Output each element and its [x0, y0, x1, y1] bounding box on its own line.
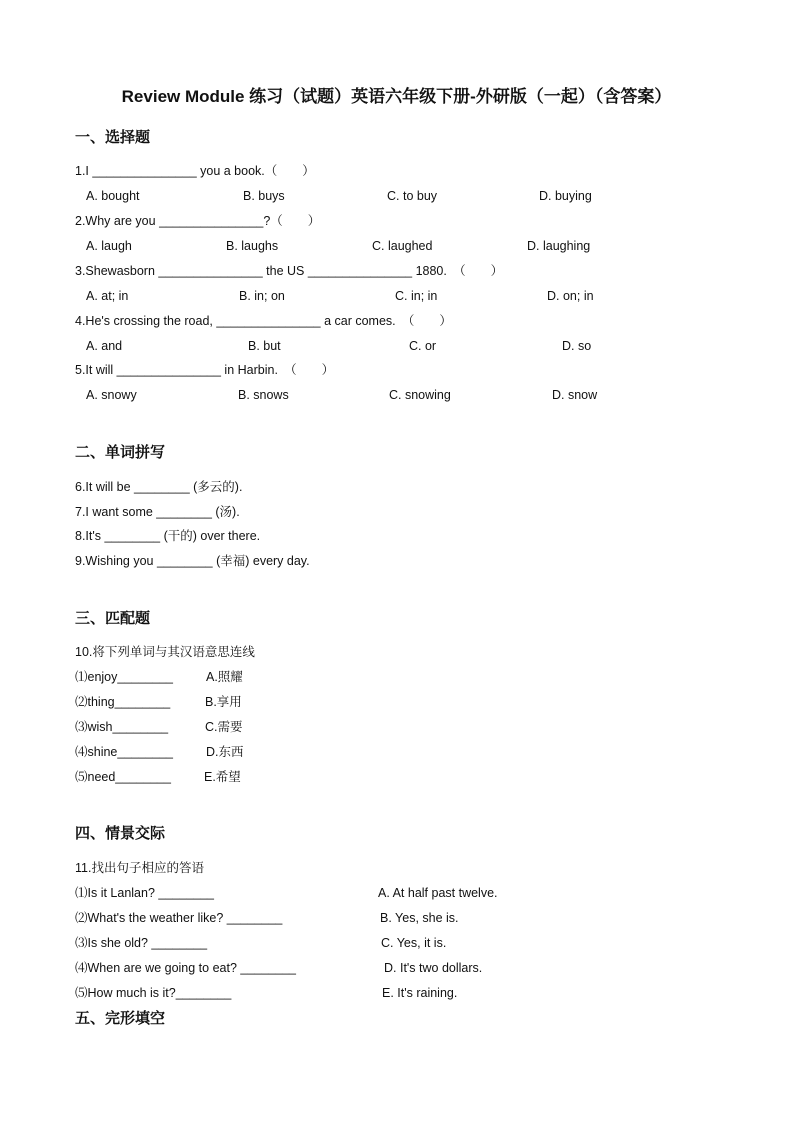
dialogue-answer: C. Yes, it is. — [381, 936, 447, 950]
answer-option: A. bought — [86, 189, 140, 203]
answer-option: D. so — [562, 339, 592, 353]
section-heading-cloze: 五、完形填空 — [75, 1010, 166, 1027]
answer-option: D. laughing — [527, 239, 591, 253]
answer-option: B. laughs — [226, 239, 279, 253]
answer-option: B. snows — [238, 388, 289, 402]
question-stem: 2.Why are you _______________?（ ） — [75, 214, 321, 228]
answer-option: B. in; on — [239, 289, 285, 303]
answer-option: C. to buy — [387, 189, 438, 203]
section-heading-choice: 一、选择题 — [75, 129, 151, 146]
answer-option: D. snow — [552, 388, 598, 402]
answer-option: C. or — [409, 339, 437, 353]
answer-option: A. laugh — [86, 239, 132, 253]
dialogue-answer: A. At half past twelve. — [378, 886, 498, 900]
question-stem: 5.It will _______________ in Harbin. （ ） — [75, 363, 335, 377]
dialogue-question: ⑵What's the weather like? ________ — [75, 911, 283, 925]
dialogue-question: ⑷When are we going to eat? ________ — [75, 961, 296, 975]
matching-meaning: B.享用 — [205, 695, 242, 709]
spelling-question: 8.It's ________ (干的) over there. — [75, 529, 261, 544]
answer-option: D. buying — [539, 189, 592, 203]
matching-meaning: C.需要 — [205, 720, 243, 734]
answer-option: B. but — [248, 339, 281, 353]
answer-option: C. laughed — [372, 239, 433, 253]
matching-meaning: D.东西 — [206, 745, 244, 759]
dialogue-question: ⑴Is it Lanlan? ________ — [75, 886, 214, 900]
answer-option: A. at; in — [86, 289, 129, 303]
dialogue-prompt: 11.找出句子相应的答语 — [75, 861, 204, 875]
question-stem: 1.I _______________ you a book.（ ） — [75, 164, 315, 178]
dialogue-answer: E. It's raining. — [382, 986, 458, 1000]
dialogue-question: ⑶Is she old? ________ — [75, 936, 208, 950]
answer-option: C. in; in — [395, 289, 438, 303]
spelling-question: 6.It will be ________ (多云的). — [75, 480, 243, 494]
spelling-question: 9.Wishing you ________ (幸福) every day. — [75, 554, 310, 569]
dialogue-question: ⑸How much is it?________ — [75, 986, 232, 1000]
matching-word: ⑴enjoy________ — [75, 670, 173, 684]
matching-word: ⑷shine________ — [75, 745, 173, 759]
section-heading-matching: 三、匹配题 — [75, 610, 151, 627]
spelling-question: 7.I want some ________ (汤). — [75, 504, 240, 519]
answer-option: A. and — [86, 339, 123, 353]
answer-option: A. snowy — [86, 388, 137, 402]
matching-word: ⑵thing________ — [75, 695, 171, 709]
matching-meaning: A.照耀 — [206, 670, 243, 684]
answer-option: D. on; in — [547, 289, 594, 303]
matching-meaning: E.希望 — [204, 770, 241, 784]
matching-word: ⑶wish________ — [75, 720, 169, 734]
question-stem: 4.He's crossing the road, _______________ a car comes. （ ） — [75, 314, 452, 328]
page-title: Review Module 练习（试题）英语六年级下册-外研版（一起）（含答案） — [121, 87, 672, 106]
matching-prompt: 10.将下列单词与其汉语意思连线 — [75, 645, 255, 659]
dialogue-answer: B. Yes, she is. — [380, 911, 459, 925]
answer-option: B. buys — [243, 189, 285, 203]
answer-option: C. snowing — [389, 388, 451, 402]
question-stem: 3.Shewasborn _______________ the US _______________ 1880. （ ） — [75, 264, 504, 278]
matching-word: ⑸need________ — [75, 770, 171, 784]
section-heading-dialogue: 四、情景交际 — [75, 825, 166, 842]
section-heading-spelling: 二、单词拼写 — [75, 444, 166, 461]
dialogue-answer: D. It's two dollars. — [384, 961, 483, 975]
